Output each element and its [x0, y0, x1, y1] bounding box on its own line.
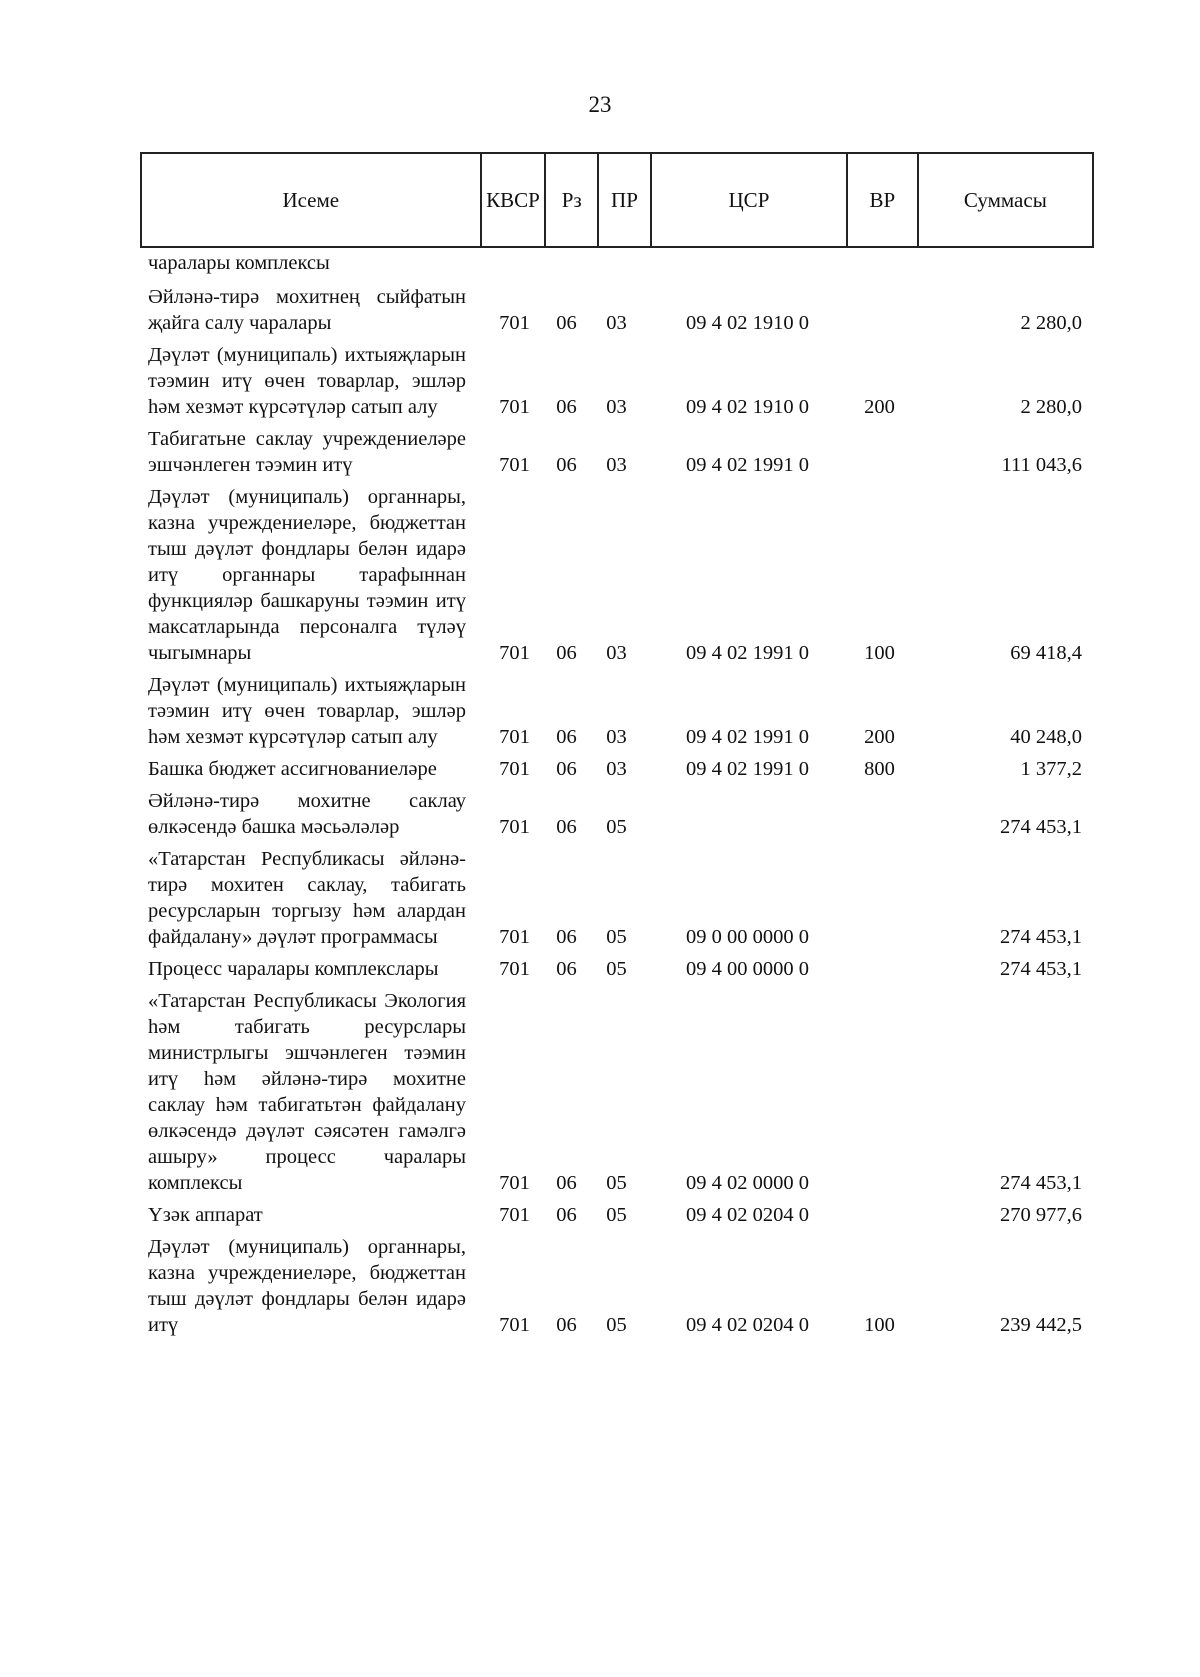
- table-row: [140, 426, 1094, 478]
- row-csr: 09 0 00 0000 0: [686, 926, 809, 948]
- row-pr: 05: [606, 926, 627, 948]
- row-csr: 09 4 02 1991 0: [686, 454, 809, 476]
- table-row: [140, 988, 1094, 1196]
- row-kvsr: 701: [499, 396, 530, 418]
- header-sum: Суммасы: [963, 187, 1047, 212]
- row-pr: 05: [606, 816, 627, 838]
- row-sum: 40 248,0: [1010, 726, 1082, 748]
- row-kvsr: 701: [499, 1314, 530, 1336]
- row-name: Процесс чаралары комплекслары: [148, 958, 439, 980]
- row-sum: 274 453,1: [1000, 926, 1082, 948]
- row-name: «Татарстан Республикасы әйләнә-тирә мохитен саклау, табигать ресурсларын торгызу һәм алардан файдалану» дәүләт программасы: [148, 848, 466, 948]
- row-pr: 05: [606, 958, 627, 980]
- row-rz: 06: [556, 396, 577, 418]
- table-row: [140, 1202, 1094, 1228]
- row-kvsr: 701: [499, 958, 530, 980]
- row-name: Дәүләт (муниципаль) ихтыяҗларын тәэмин итү өчен товарлар, эшләр һәм хезмәт күрсәтүләр сатып алу: [148, 674, 466, 748]
- header-kvsr: КВСР: [482, 154, 547, 246]
- row-csr: 09 4 02 1991 0: [686, 758, 809, 780]
- table-row: [140, 342, 1094, 420]
- table-row: [140, 250, 1094, 276]
- row-sum: 2 280,0: [1020, 396, 1082, 418]
- table-row: [140, 672, 1094, 750]
- row-pr: 03: [606, 726, 627, 748]
- row-rz: 06: [556, 1204, 577, 1226]
- row-kvsr: 701: [499, 726, 530, 748]
- row-sum: 2 280,0: [1020, 312, 1082, 334]
- row-name: Әйләнә-тирә мохитнең сыйфатын җайга салу чаралары: [148, 286, 466, 334]
- table-row: [140, 956, 1094, 982]
- row-pr: 05: [606, 1204, 627, 1226]
- header-pr: ПР: [599, 154, 652, 246]
- row-kvsr: 701: [499, 1204, 530, 1226]
- row-name: «Татарстан Республикасы Экология һәм табигать ресурслары министрлыгы эшчәнлеген тәэмин итү һәм әйләнә-тирә мохитне саклау һәм табигатьтән файдалану өлкәсендә дәүләт сәясәтен гамәлгә ашыру» процесс чаралары комплексы: [148, 990, 466, 1194]
- table-row: [140, 1234, 1094, 1338]
- row-csr: 09 4 02 1991 0: [686, 642, 809, 664]
- row-kvsr: 701: [499, 758, 530, 780]
- row-pr: 03: [606, 454, 627, 476]
- header-vr: ВР: [848, 154, 919, 246]
- row-pr: 05: [606, 1314, 627, 1336]
- row-csr: 09 4 02 1991 0: [686, 726, 809, 748]
- table-header: [140, 152, 1094, 248]
- table-row: [140, 846, 1094, 950]
- row-name: чаралары комплексы: [148, 252, 330, 274]
- page-number: 23: [588, 92, 612, 117]
- table-row: [140, 484, 1094, 666]
- row-rz: 06: [556, 454, 577, 476]
- row-sum: 111 043,6: [1001, 454, 1082, 476]
- row-vr: 200: [864, 396, 895, 418]
- row-kvsr: 701: [499, 926, 530, 948]
- row-csr: 09 4 02 1910 0: [686, 396, 809, 418]
- row-name: Дәүләт (муниципаль) органнары, казна учреждениеләре, бюджеттан тыш дәүләт фондлары белән идарә итү органнары тарафыннан функцияләр башкаруны тәэмин итү максатларында персоналга түләү чыгымнары: [148, 486, 466, 664]
- row-rz: 06: [556, 816, 577, 838]
- row-pr: 03: [606, 758, 627, 780]
- row-rz: 06: [556, 312, 577, 334]
- row-kvsr: 701: [499, 312, 530, 334]
- row-sum: 274 453,1: [1000, 816, 1082, 838]
- row-sum: 274 453,1: [1000, 958, 1082, 980]
- row-kvsr: 701: [499, 1172, 530, 1194]
- table-row: [140, 284, 1094, 336]
- row-csr: 09 4 00 0000 0: [686, 958, 809, 980]
- row-vr: 100: [864, 1314, 895, 1336]
- row-rz: 06: [556, 642, 577, 664]
- table-body: [140, 250, 1094, 1344]
- row-csr: 09 4 02 0204 0: [686, 1204, 809, 1226]
- row-csr: 09 4 02 0000 0: [686, 1172, 809, 1194]
- row-name: Әйләнә-тирә мохитне саклау өлкәсендә башка мәсьәләләр: [148, 790, 466, 838]
- row-pr: 03: [606, 396, 627, 418]
- row-kvsr: 701: [499, 454, 530, 476]
- row-rz: 06: [556, 726, 577, 748]
- row-pr: 03: [606, 312, 627, 334]
- row-sum: 69 418,4: [1010, 642, 1082, 664]
- header-csr: ЦСР: [652, 154, 848, 246]
- row-vr: 800: [864, 758, 895, 780]
- row-rz: 06: [556, 926, 577, 948]
- row-sum: 270 977,6: [1000, 1204, 1082, 1226]
- header-rz: Рз: [546, 154, 599, 246]
- row-name: Дәүләт (муниципаль) органнары, казна учреждениеләре, бюджеттан тыш дәүләт фондлары белән идарә итү: [148, 1236, 466, 1336]
- row-sum: 239 442,5: [1000, 1314, 1082, 1336]
- row-name: Башка бюджет ассигнованиеләре: [148, 758, 437, 780]
- row-sum: 274 453,1: [1000, 1172, 1082, 1194]
- row-vr: 100: [864, 642, 895, 664]
- row-rz: 06: [556, 1314, 577, 1336]
- row-kvsr: 701: [499, 642, 530, 664]
- row-name: Үзәк аппарат: [148, 1204, 263, 1226]
- row-name: Табигатьне саклау учреждениеләре эшчәнлеген тәэмин итү: [148, 428, 466, 476]
- row-rz: 06: [556, 758, 577, 780]
- row-kvsr: 701: [499, 816, 530, 838]
- table-row: [140, 788, 1094, 840]
- row-pr: 03: [606, 642, 627, 664]
- row-name: Дәүләт (муниципаль) ихтыяҗларын тәэмин итү өчен товарлар, эшләр һәм хезмәт күрсәтүләр сатып алу: [148, 344, 466, 418]
- row-rz: 06: [556, 1172, 577, 1194]
- row-vr: 200: [864, 726, 895, 748]
- row-rz: 06: [556, 958, 577, 980]
- row-sum: 1 377,2: [1020, 758, 1082, 780]
- row-csr: 09 4 02 1910 0: [686, 312, 809, 334]
- row-pr: 05: [606, 1172, 627, 1194]
- header-name: Исеме: [142, 154, 482, 246]
- table-row: [140, 756, 1094, 782]
- row-csr: 09 4 02 0204 0: [686, 1314, 809, 1336]
